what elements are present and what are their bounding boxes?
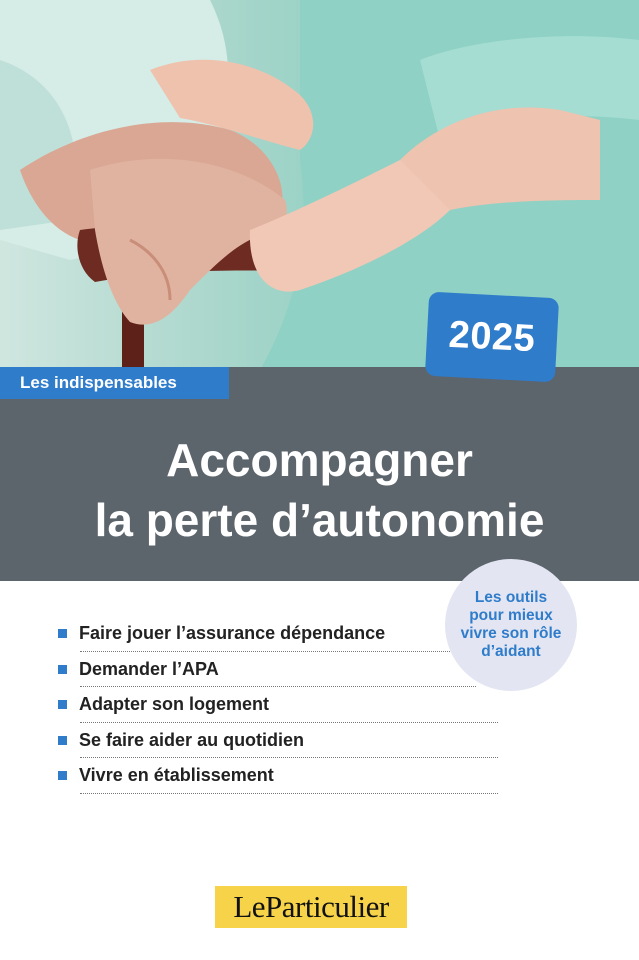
cover-title-line1: Accompagner [166,434,473,486]
bullet-text: Se faire aider au quotidien [79,729,305,750]
square-bullet-icon [58,736,67,745]
square-bullet-icon [58,665,67,674]
badge-line: vivre son rôle [460,625,562,642]
bullet-list [58,616,498,794]
bullet-item [58,758,498,794]
cover-title-line2: la perte d’autonomie [94,494,545,546]
bullet-item [58,723,498,759]
square-bullet-icon [58,771,67,780]
square-bullet-icon [58,629,67,638]
dotted-divider [80,793,498,794]
bullet-text: Vivre en établissement [79,765,274,786]
bullet-item [58,652,498,688]
year-badge: 2025 [425,292,559,383]
badge-line: d’aidant [481,643,541,660]
badge-line: Les outils [474,589,548,606]
badge-line: pour mieux [469,607,553,624]
aidant-badge [445,559,577,691]
publisher-logo: LeParticulier [215,886,407,928]
square-bullet-icon [58,700,67,709]
bullet-text: Faire jouer l’assurance dépendance [79,623,386,644]
series-tag: Les indispensables [0,367,229,399]
bullet-item [58,616,498,652]
bullet-text: Adapter son logement [79,694,270,715]
bullet-item [58,687,498,723]
bullet-text: Demander l’APA [79,658,219,679]
